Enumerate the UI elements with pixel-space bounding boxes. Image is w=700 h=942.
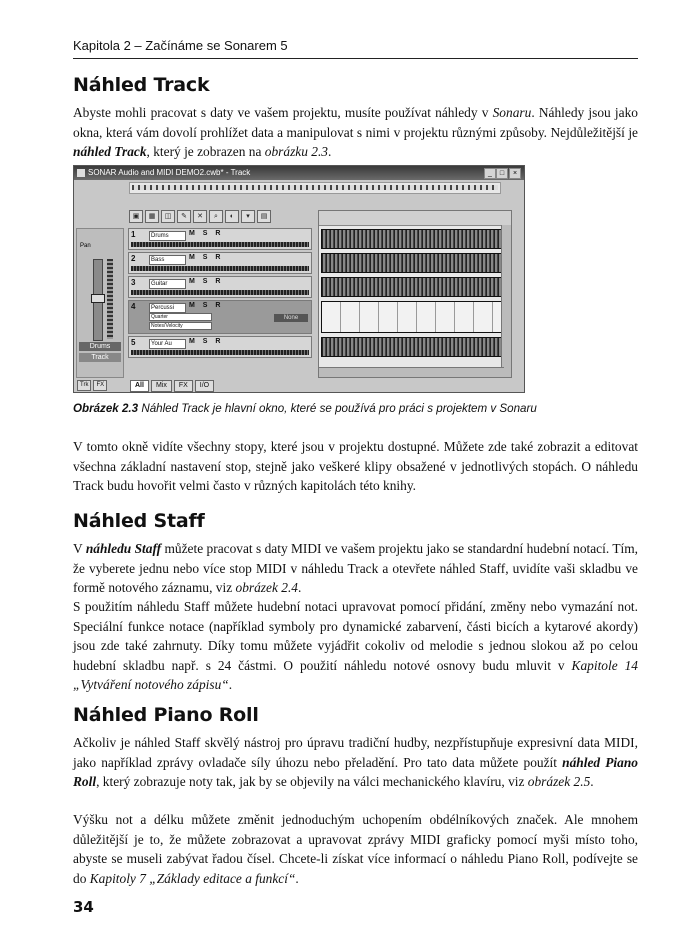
strip-track-name: Drums	[79, 342, 121, 351]
tool-erase-icon[interactable]: ✕	[193, 210, 207, 223]
header-rule	[73, 58, 638, 59]
track-number: 5	[131, 338, 136, 347]
track-name[interactable]: Bass	[149, 255, 186, 265]
tool-zoom-icon[interactable]: ⌕	[209, 210, 223, 223]
heading-staff-view: Náhled Staff	[73, 510, 205, 532]
minimize-icon[interactable]: _	[484, 168, 496, 179]
caption-text: Náhled Track je hlavní okno, které se používá pro práci s projektem v Sonaru	[138, 402, 537, 415]
horizontal-scrollbar[interactable]	[319, 367, 504, 377]
mute-solo-record-buttons[interactable]: M S R	[189, 278, 224, 285]
paragraph-track-intro: Abyste mohli pracovat s daty ve vašem projektu, musíte používat náhledy v Sonaru. Náhledy jsou jako okna, která vám dovolí prohlížet data a manipulovat s nimi v projektu různými způsoby. Nejdůležitější je náhled Track, který je zobrazen na obrázku 2.3.	[73, 105, 638, 160]
window-title: SONAR Audio and MIDI DEMO2.cwb* - Track	[88, 168, 251, 177]
mute-solo-record-buttons[interactable]: M S R	[189, 230, 224, 237]
view-tabs	[130, 380, 214, 392]
audio-clip[interactable]	[321, 253, 511, 273]
page-number: 34	[73, 898, 94, 916]
track-toolbar	[129, 210, 309, 224]
paragraph-track-description: V tomto okně vidíte všechny stopy, které jsou v projektu dostupné. Můžete zde také zobrazit a editovat všechna základní nastavení stop, stejně jako veškeré klipy obsažené v jednotlivých stopách. O náhledu Track budu hovořit velmi často v různých kapitolách této knihy.	[73, 439, 638, 494]
track-name[interactable]: Drums	[149, 231, 186, 241]
running-head: Kapitola 2 – Začínáme se Sonarem 5	[73, 38, 288, 53]
track-name[interactable]: Your Au	[149, 339, 186, 349]
quantize-dropdown[interactable]: Quarter	[149, 313, 212, 321]
tool-snap-icon[interactable]: ◫	[161, 210, 175, 223]
heading-track-view: Náhled Track	[73, 74, 210, 96]
midi-clip[interactable]	[321, 301, 511, 333]
paragraph-staff-intro: V náhledu Staff můžete pracovat s daty MIDI ve vašem projektu jako se standardní hudební notací. Tím, že vyberete jednu nebo více stop MIDI v náhledu Track a otevřete náhled Staff, uvidíte vaši skladbu ve formě notového záznamu, viz obrázek 2.4.	[73, 541, 638, 596]
trk-button[interactable]: Trk	[77, 380, 91, 391]
tab-fx[interactable]: FX	[174, 380, 193, 392]
audio-clip[interactable]	[321, 337, 511, 357]
tool-grid-icon[interactable]: ▦	[145, 210, 159, 223]
track-number: 4	[131, 302, 136, 311]
marker-bar[interactable]	[319, 211, 511, 226]
fx-bin[interactable]: None	[274, 314, 308, 322]
clips-pane[interactable]	[318, 210, 512, 378]
fader-knob[interactable]	[91, 294, 105, 303]
tool-select-icon[interactable]: ▣	[129, 210, 143, 223]
track-row-selected[interactable]	[128, 300, 312, 334]
track-list	[128, 228, 312, 368]
window-title-bar	[74, 166, 524, 180]
figure-caption	[73, 402, 638, 415]
caption-label: Obrázek 2.3	[73, 402, 139, 415]
app-icon	[77, 169, 85, 177]
event-filter-dropdown[interactable]: Notes/Velocity	[149, 322, 212, 330]
mute-solo-record-buttons[interactable]: M S R	[189, 302, 224, 309]
heading-piano-roll-view: Náhled Piano Roll	[73, 704, 259, 726]
tool-options-icon[interactable]: ▾	[241, 210, 255, 223]
track-row[interactable]	[128, 336, 312, 358]
audio-clip[interactable]	[321, 229, 511, 249]
figure-track-view-screenshot	[73, 165, 525, 393]
timeline-ruler[interactable]	[129, 182, 501, 194]
track-name[interactable]: Percussi	[149, 303, 186, 313]
paragraph-piano-roll-intro: Ačkoliv je náhled Staff skvělý nástroj pro úpravu tradiční hudby, nezpřístupňuje expresivní data MIDI, jako například zprávy ovladače síly úhozu nebo přeladění. Pro tato data můžete použít náhled Piano Roll, který zobrazuje noty tak, jak by se objevily na válci mechanického klavíru, viz obrázek 2.5.	[73, 735, 638, 790]
track-name[interactable]: Guitar	[149, 279, 186, 289]
track-number: 1	[131, 230, 136, 239]
track-row[interactable]	[128, 228, 312, 250]
volume-fader[interactable]	[93, 259, 103, 341]
level-meter	[107, 259, 113, 339]
strip-track-label: Track	[79, 353, 121, 362]
strip-controls	[77, 380, 107, 391]
mute-solo-record-buttons[interactable]: M S R	[189, 338, 224, 345]
track-number: 3	[131, 278, 136, 287]
track-row[interactable]	[128, 276, 312, 298]
tool-scrub-icon[interactable]: ◐	[225, 210, 239, 223]
tool-view-icon[interactable]: ▤	[257, 210, 271, 223]
tab-io[interactable]: I/O	[195, 380, 214, 392]
track-meter	[131, 242, 309, 247]
close-icon[interactable]: ×	[509, 168, 521, 179]
fx-button[interactable]: FX	[93, 380, 107, 391]
audio-clip[interactable]	[321, 277, 511, 297]
tab-all[interactable]: All	[130, 380, 149, 392]
paragraph-staff-usage: S použitím náhledu Staff můžete hudební notaci upravovat pomocí přidání, změny nebo vymazání not. Speciální funkce notace (například symboly pro dynamické zabarvení, části bicích a kytarové akordy) jsou zde také zahrnuty. Díky tomu můžete vyjádřit cokoliv od melodie s jednou slokou až po celou hudební skladbu např. s 24 částmi. O použití náhledu notové osnovy budu mluvit v Kapitole 14 „Vytváření notového zápisu“.	[73, 599, 638, 693]
tool-draw-icon[interactable]: ✎	[177, 210, 191, 223]
strip-inspector	[76, 228, 124, 378]
track-number: 2	[131, 254, 136, 263]
paragraph-piano-roll-usage: Výšku not a délku můžete změnit jednoduchým uchopením obdélníkových značek. Ale mnohem důležitější je to, že můžete zobrazovat a upravovat zprávy MIDI graficky pomocí myši místo toho, abyste se museli zabývat řadou čísel. Chcete-li získat více informací o náhledu Piano Roll, podívejte se do Kapitoly 7 „Základy editace a funkcí“.	[73, 812, 638, 886]
track-row[interactable]	[128, 252, 312, 274]
track-meter	[131, 350, 309, 355]
mute-solo-record-buttons[interactable]: M S R	[189, 254, 224, 261]
tab-mix[interactable]: Mix	[151, 380, 172, 392]
maximize-icon[interactable]: □	[496, 168, 508, 179]
track-meter	[131, 266, 309, 271]
pan-label: Pan	[80, 243, 91, 249]
vertical-scrollbar[interactable]	[501, 225, 511, 377]
track-meter	[131, 290, 309, 295]
